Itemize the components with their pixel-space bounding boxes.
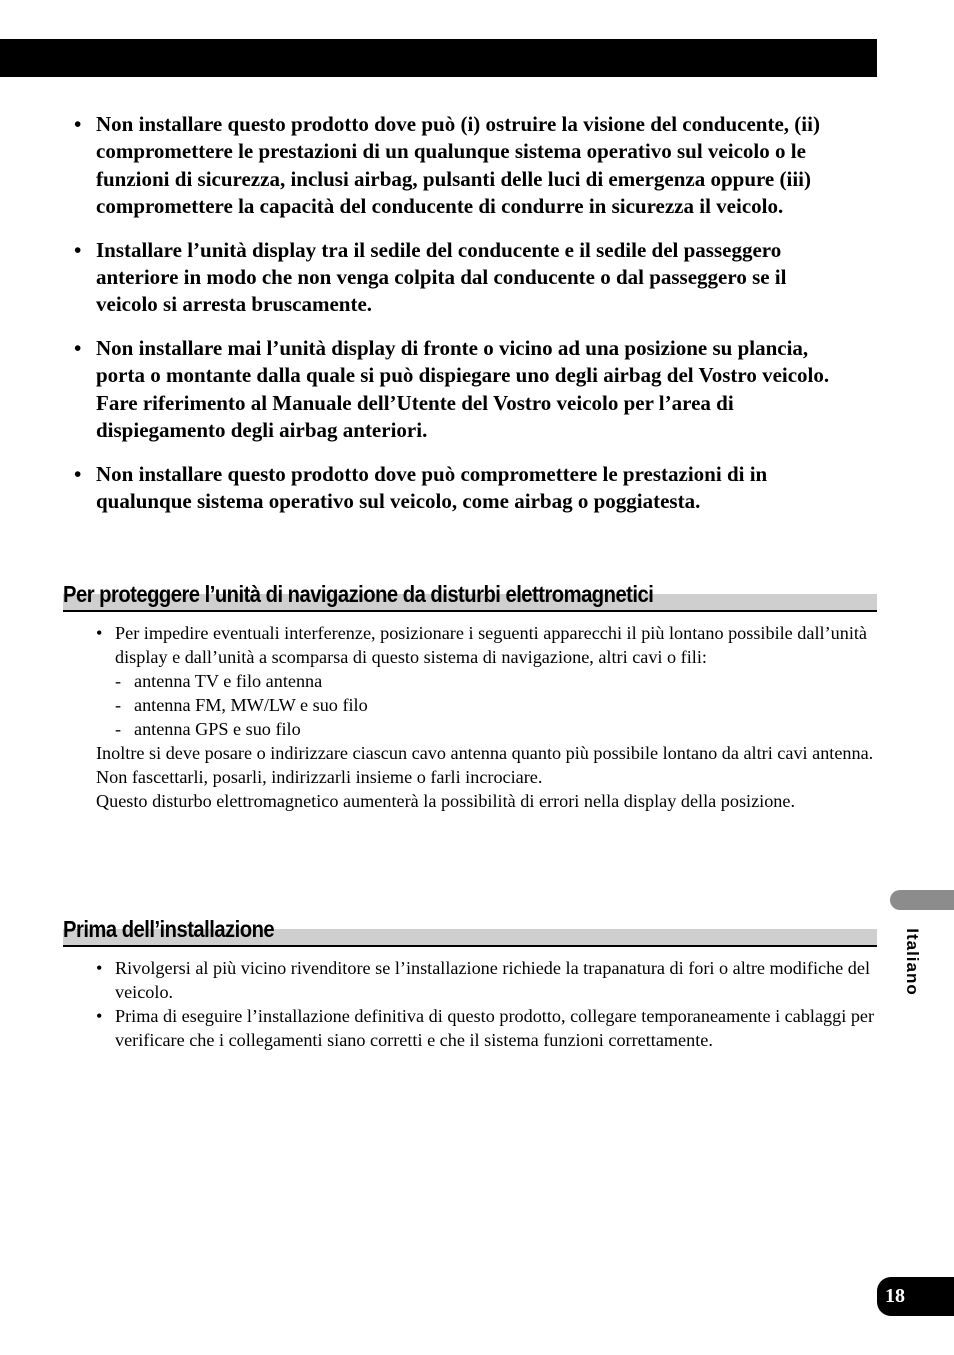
section-title: Prima dell’installazione bbox=[63, 916, 275, 942]
bullet: • bbox=[96, 623, 103, 643]
dash-text: antenna FM, MW/LW e suo filo bbox=[134, 695, 368, 715]
warning-item bbox=[74, 461, 849, 516]
paragraph: Inoltre si deve posare o indirizzare ciascun cavo antenna quanto più possibile lontano da altri cavi antenna. bbox=[96, 743, 874, 763]
warning-item bbox=[74, 111, 849, 220]
warning-text: Non installare questo prodotto dove può compromettere le prestazioni di in qualunque sistema operativo sul veicolo, come airbag o poggiatesta. bbox=[96, 461, 768, 514]
bullet: • bbox=[74, 112, 82, 136]
paragraph: Questo disturbo elettromagnetico aumenterà la possibilità di errori nella display della posizione. bbox=[96, 791, 796, 811]
bullet-item bbox=[63, 621, 877, 669]
dash-item bbox=[63, 669, 877, 693]
bullet-item bbox=[63, 1004, 877, 1052]
bullet: • bbox=[74, 336, 82, 361]
warning-item bbox=[74, 237, 849, 319]
dash: - bbox=[115, 671, 122, 691]
warning-text: Non installare questo prodotto dove può (i) ostruire la visione del conducente, (ii) compromettere le prestazioni di un qualunque sistema operativo sul veicolo o le funzioni di sicurezza, inclusi airbag, pulsanti delle luci di emergenza oppure (iii) compromettere la capacità del conducente di condurre in sicurezza il veicolo. bbox=[96, 112, 820, 218]
section-title: Per proteggere l’unità di navigazione da disturbi elettromagnetici bbox=[63, 581, 654, 607]
dash-text: antenna GPS e suo filo bbox=[134, 719, 301, 739]
section-body bbox=[63, 621, 877, 813]
bullet: • bbox=[96, 1006, 103, 1026]
warning-text: Non installare mai l’unità display di fronte o vicino ad una posizione su plancia, porta o montante dalla quale si può dispiegare uno degli airbag del Vostro veicolo. Fare riferimento al Manuale dell’Utente del Vostro veicolo per l’area di dispiegamento degli airbag anteriori. bbox=[96, 336, 830, 442]
bullet: • bbox=[74, 461, 82, 486]
dash: - bbox=[115, 695, 122, 715]
section-heading bbox=[63, 582, 877, 612]
warning-item bbox=[74, 335, 849, 444]
dash-item bbox=[63, 717, 877, 741]
language-label: Italiano bbox=[903, 928, 922, 996]
paragraph: Non fascettarli, posarli, indirizzarli insieme o farli incrociare. bbox=[96, 767, 543, 787]
bullet-text: Per impedire eventuali interferenze, posizionare i seguenti apparecchi il più lontano possibile dall’unità display e dall’unità a scomparsa di questo sistema di navigazione, altri cavi o fili: bbox=[115, 623, 867, 667]
warning-list bbox=[74, 111, 849, 532]
dash: - bbox=[115, 719, 122, 739]
section-body bbox=[63, 956, 877, 1052]
section-interference bbox=[63, 582, 877, 813]
section-before-install bbox=[63, 917, 877, 1052]
bullet-item bbox=[63, 956, 877, 1004]
bullet: • bbox=[96, 958, 103, 978]
section-heading bbox=[63, 917, 877, 947]
dash-item bbox=[63, 693, 877, 717]
bullet: • bbox=[74, 237, 82, 262]
language-tab bbox=[890, 890, 954, 910]
bullet-text: Prima di eseguire l’installazione definitiva di questo prodotto, collegare temporaneamente i cablaggi per verificare che i collegamenti siano corretti e che il sistema funzioni correttamente. bbox=[115, 1006, 875, 1050]
page-number: 18 bbox=[877, 1277, 954, 1316]
bullet-text: Rivolgersi al più vicino rivenditore se l’installazione richiede la trapanatura di fori o altre modifiche del veicolo. bbox=[115, 958, 871, 1002]
dash-text: antenna TV e filo antenna bbox=[134, 671, 323, 691]
warning-text: Installare l’unità display tra il sedile del conducente e il sedile del passeggero anteriore in modo che non venga colpita dal conducente o dal passeggero se il veicolo si arresta bruscamente. bbox=[96, 237, 787, 317]
header-bar bbox=[0, 39, 877, 77]
